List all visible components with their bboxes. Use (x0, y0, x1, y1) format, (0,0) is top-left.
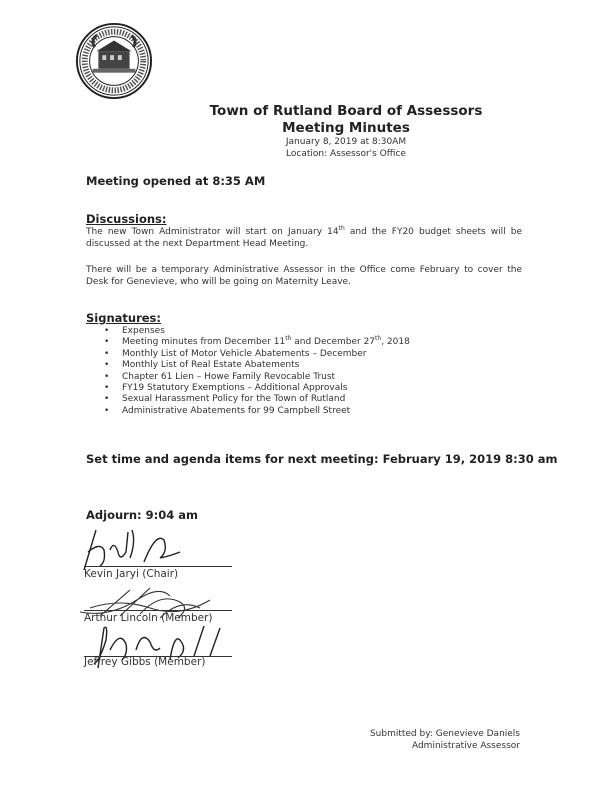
submitted-by (370, 729, 520, 752)
discussions-heading: Discussions: (86, 212, 167, 226)
town-seal-icon (75, 22, 153, 100)
next-meeting: Set time and agenda items for next meeting: February 19, 2019 8:30 am (86, 452, 558, 466)
list-item: • FY19 Statutory Exemptions – Additional Approvals (104, 383, 410, 394)
meeting-date: January 8, 2019 at 8:30AM (285, 137, 407, 147)
signer-name: Kevin Jaryi (Chair) (84, 568, 179, 580)
signature-line (84, 566, 232, 567)
signature-line (84, 610, 232, 611)
document-header (0, 103, 612, 160)
signer-name: Jeffrey Gibbs (Member) (84, 656, 206, 668)
list-item: • Chapter 61 Lien – Howe Family Revocable Trust (104, 372, 410, 383)
list-item: • Meeting minutes from December 11th and December 27th, 2018 (104, 337, 410, 348)
meeting-location: Location: Assessor's Office (286, 148, 406, 159)
submitter-name: Submitted by: Genevieve Daniels (369, 729, 520, 739)
list-item: • Monthly List of Real Estate Abatements (104, 360, 410, 371)
submitter-title: Administrative Assessor (411, 740, 520, 751)
document-title: Town of Rutland Board of Assessors (209, 103, 483, 119)
signatures-heading: Signatures: (86, 311, 162, 325)
signature-kevin (70, 522, 240, 572)
signer-name: Arthur Lincoln (Member) (84, 612, 213, 624)
adjourn-time: Adjourn: 9:04 am (86, 508, 198, 522)
discussion-paragraph-2: There will be a temporary Administrative Assessor in the Office come February to cover the Desk for Genevieve, who will be going on Maternity Leave. (86, 265, 522, 287)
meeting-opened: Meeting opened at 8:35 AM (86, 174, 266, 188)
discussion-paragraph-1: The new Town Administrator will start on January 14th and the FY20 budget sheets will be discussed at the next Department Head Meeting. (86, 225, 522, 249)
document-subtitle: Meeting Minutes (282, 120, 410, 136)
list-item: • Monthly List of Motor Vehicle Abatements – December (104, 349, 410, 360)
signatures-list (104, 326, 410, 417)
list-item: • Administrative Abatements for 99 Campbell Street (104, 406, 410, 417)
list-item: • Sexual Harassment Policy for the Town of Rutland (104, 394, 410, 405)
list-item: • Expenses (104, 326, 410, 337)
